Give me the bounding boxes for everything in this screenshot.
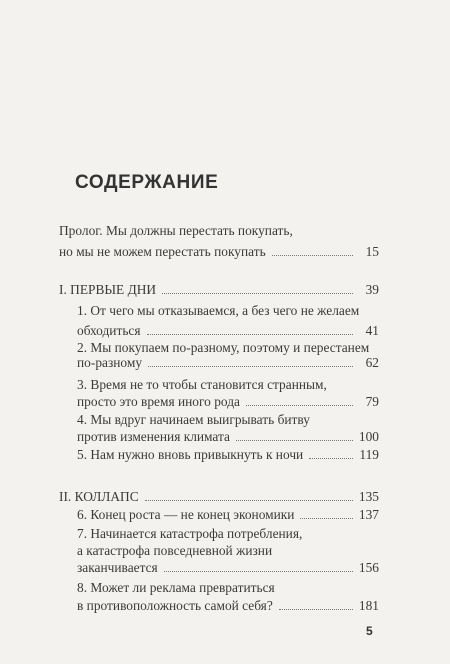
toc-entry-text: просто это время иного рода [77, 394, 240, 409]
toc-entry-text: II. КОЛЛАПС [59, 489, 139, 504]
toc-page-number: 119 [359, 447, 379, 462]
toc-entry-text: заканчивается [77, 560, 158, 575]
toc-entry-text: в противоположность самой себя? [77, 598, 273, 613]
toc-page-number: 137 [358, 507, 379, 522]
toc-entry-text: I. ПЕРВЫЕ ДНИ [59, 282, 157, 297]
leader-dots [148, 365, 353, 367]
toc-entry-chapter-5[interactable] [77, 445, 379, 464]
leader-dots [246, 404, 353, 406]
toc-entry-chapter-7[interactable] [77, 558, 379, 577]
toc-entry-chapter-8[interactable] [77, 596, 379, 615]
toc-entry-chapter-4-line-1: 4. Мы вдруг начинаем выигрывать битву [77, 412, 310, 427]
toc-entry-chapter-3-line-1: 3. Время не то чтобы становится странным, [77, 377, 327, 392]
toc-entry-chapter-1-line-1: 1. От чего мы отказываемся, а без чего не желаем [77, 303, 360, 318]
leader-dots [147, 333, 353, 335]
toc-entry-chapter-7-line-1: 7. Начинается катастрофа потребления, [77, 526, 303, 541]
page-title: СОДЕРЖАНИЕ [75, 172, 219, 193]
leader-dots [272, 254, 353, 256]
toc-entry-prologue[interactable] [59, 242, 379, 261]
page-number: 5 [366, 624, 373, 638]
toc-entry-text: обходиться [77, 323, 141, 338]
toc-page-number: 41 [365, 323, 379, 338]
toc-entry-part-1[interactable] [59, 280, 379, 299]
toc-entry-chapter-2-line-1: 2. Мы покупаем по-разному, поэтому и перестанем [77, 340, 370, 355]
leader-dots [309, 457, 353, 459]
toc-page-number: 79 [365, 394, 379, 409]
leader-dots [279, 608, 353, 610]
toc-page-number: 62 [365, 355, 379, 370]
toc-page-number: 181 [358, 598, 379, 613]
toc-entry-chapter-3[interactable] [77, 392, 379, 411]
leader-dots [162, 292, 353, 294]
leader-dots [164, 570, 353, 572]
toc-page-number: 156 [358, 560, 379, 575]
toc-entry-chapter-6[interactable] [77, 505, 379, 524]
toc-entry-chapter-4[interactable] [77, 427, 379, 446]
toc-entry-text: 5. Нам нужно вновь привыкнуть к ночи [77, 447, 304, 462]
leader-dots [236, 439, 353, 441]
toc-entry-text: против изменения климата [77, 429, 230, 444]
toc-entry-text: 6. Конец роста — не конец экономики [77, 507, 295, 522]
toc-page-number: 100 [358, 429, 379, 444]
toc-entry-part-2[interactable] [59, 487, 379, 506]
toc-entry-prologue-line-1: Пролог. Мы должны перестать покупать, [59, 223, 293, 238]
toc-page-number: 39 [365, 282, 379, 297]
toc-entry-chapter-7-line-2: а катастрофа повседневной жизни [77, 543, 273, 558]
toc-page-number: 15 [365, 244, 379, 259]
leader-dots [300, 517, 353, 519]
toc-entry-text: но мы не можем перестать покупать [59, 244, 266, 259]
toc-entry-text: по-разному [77, 355, 143, 370]
leader-dots [145, 499, 353, 501]
toc-entry-chapter-2[interactable] [77, 353, 379, 372]
toc-page-number: 135 [358, 489, 379, 504]
toc-entry-chapter-8-line-1: 8. Может ли реклама превратиться [77, 580, 275, 595]
